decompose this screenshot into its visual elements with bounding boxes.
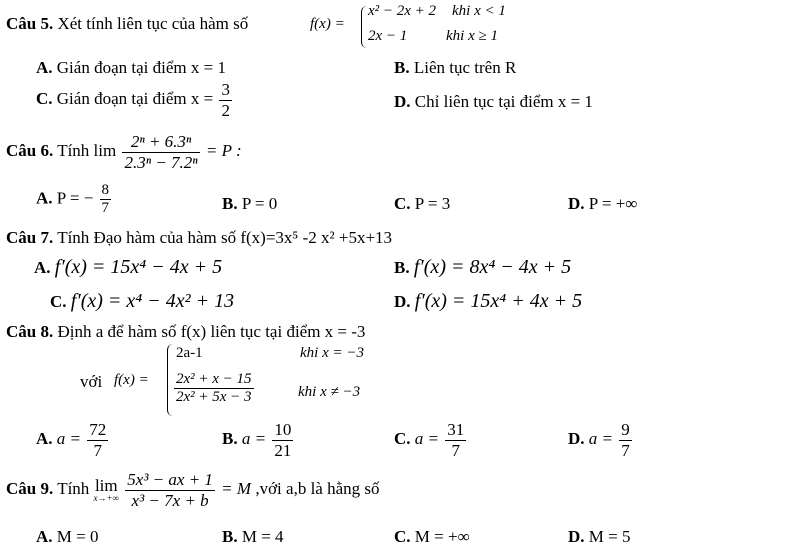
option-text: M = 5 [588,527,631,546]
option-label: B. [222,527,238,546]
option-label: A. [34,258,51,277]
option-label: C. [36,88,53,108]
q5-label: Câu 5. [6,14,54,33]
option-label: D. [568,194,585,213]
q9-label: Câu 9. [6,478,54,498]
q7-text: Tính Đạo hàm của hàm số f(x)=3x⁵ -2 x² +5x+13 [57,228,393,247]
q6-option-b[interactable] [222,194,277,214]
q6-a-fraction: $\frac{8}{7}$ [101,182,110,217]
option-label: A. [36,58,53,77]
q6-eq: = P : [205,140,242,160]
q5-option-d[interactable] [394,92,593,112]
q8-option-d[interactable] [568,420,634,460]
q8-voi: với [80,372,103,391]
q5-case2-expr: 2x − 1 [368,28,408,44]
option-var: a = [414,428,440,448]
q8-case2-fraction: $\frac{\text{2x² + x − 15}}{\text{2x² + 5x − 3}}$ [176,371,252,406]
q9-tail: ,với a,b là hằng số [255,478,380,498]
q7-option-b[interactable] [394,256,571,279]
option-label: C. [394,194,411,213]
q5-fx: f(x) = [310,16,345,32]
q8-b-fraction: $\frac{10}{21}$ [274,420,292,460]
option-text: Gián đoạn tại điểm x = 1 [56,58,226,77]
q8-c-fraction: $\frac{31}{7}$ [447,420,465,460]
q8-stem [6,322,365,342]
q9-option-c[interactable] [394,527,470,547]
option-label: C. [394,428,411,448]
q6-label: Câu 6. [6,140,54,160]
q7-label: Câu 7. [6,228,54,247]
option-label: B. [222,194,238,213]
q5-stem [6,14,248,34]
option-text: Gián đoạn tại điểm x = [56,88,214,108]
option-text: f′(x) = x⁴ − 4x² + 13 [70,290,235,312]
q9-option-b[interactable] [222,527,284,547]
q6-text: Tính [57,140,90,160]
q6-option-a[interactable] [36,182,113,218]
q8-fx: f(x) = [114,372,149,388]
option-text: P = 0 [241,194,278,213]
option-label: D. [568,527,585,546]
q8-a-fraction: $\frac{72}{7}$ [89,420,107,460]
q6-option-c[interactable] [394,194,450,214]
q9-text: Tính [57,478,90,498]
q9-fraction: $\frac{\text{5x³ − ax + 1}}{\text{x³ − 7x + b}}$ [127,470,213,510]
q9-stem [6,470,380,510]
option-text: f′(x) = 15x⁴ + 4x + 5 [414,290,583,312]
option-text: Liên tục trên R [413,58,517,77]
q6-fraction: $\frac{\text{2ⁿ + 6.3ⁿ}}{\text{2.3ⁿ − 7.2ⁿ}}$ [124,132,198,172]
option-var: a = [588,428,614,448]
option-label: B. [394,258,410,277]
q5-case2-cond: khi x ≥ 1 [446,28,498,44]
option-text: M = +∞ [414,527,470,546]
q8-case1-cond: khi x = −3 [300,345,364,361]
q8-label: Câu 8. [6,322,54,341]
q5-case1-expr: x² − 2x + 2 [368,3,437,19]
q6-stem [6,132,242,172]
q9-lim: lim x→+∞ [93,476,120,504]
option-text: M = 0 [56,527,99,546]
q8-text: Định a để hàm số f(x) liên tục tại điểm x = -3 [57,322,366,341]
q8-option-b[interactable] [222,420,295,460]
option-label: D. [394,292,411,311]
option-text: P = 3 [414,194,451,213]
q8-case2-cond: khi x ≠ −3 [298,384,361,400]
option-text: P = − [56,188,94,208]
option-text: P = +∞ [588,194,638,213]
option-text: Chỉ liên tục tại điểm x = 1 [414,92,593,111]
option-var: a = [241,428,267,448]
option-label: C. [394,527,411,546]
q8-d-fraction: $\frac{9}{7}$ [621,420,630,460]
option-label: D. [568,428,585,448]
q8-case1-expr: 2a-1 [176,345,203,361]
q5-text: Xét tính liên tục của hàm số [57,14,249,33]
q9-eq: = M [221,478,252,498]
option-text: f′(x) = 8x⁴ − 4x + 5 [413,256,572,278]
option-var: a = [56,428,82,448]
q7-stem [6,228,392,248]
q8-option-c[interactable] [394,420,468,460]
q9-option-d[interactable] [568,527,630,547]
option-label: B. [222,428,238,448]
option-label: B. [394,58,410,77]
q5-c-fraction: $\frac{3}{2}$ [221,80,230,120]
option-label: A. [36,428,53,448]
q7-option-a[interactable] [34,256,222,279]
q8-option-a[interactable] [36,420,110,460]
q5-option-a[interactable] [36,58,226,78]
q6-lim: lim [93,140,117,160]
q5-case1-cond: khi x < 1 [452,3,506,19]
option-label: D. [394,92,411,111]
q7-option-c[interactable] [50,290,234,313]
q5-brace [361,6,368,48]
q9-option-a[interactable] [36,527,98,547]
q5-option-b[interactable] [394,58,516,78]
q5-option-c[interactable] [36,80,234,120]
option-text: f′(x) = 15x⁴ − 4x + 5 [54,256,223,278]
option-label: C. [50,292,67,311]
q7-option-d[interactable] [394,290,582,313]
option-label: A. [36,188,53,208]
q6-option-d[interactable] [568,194,637,214]
option-label: A. [36,527,53,546]
option-text: M = 4 [241,527,284,546]
